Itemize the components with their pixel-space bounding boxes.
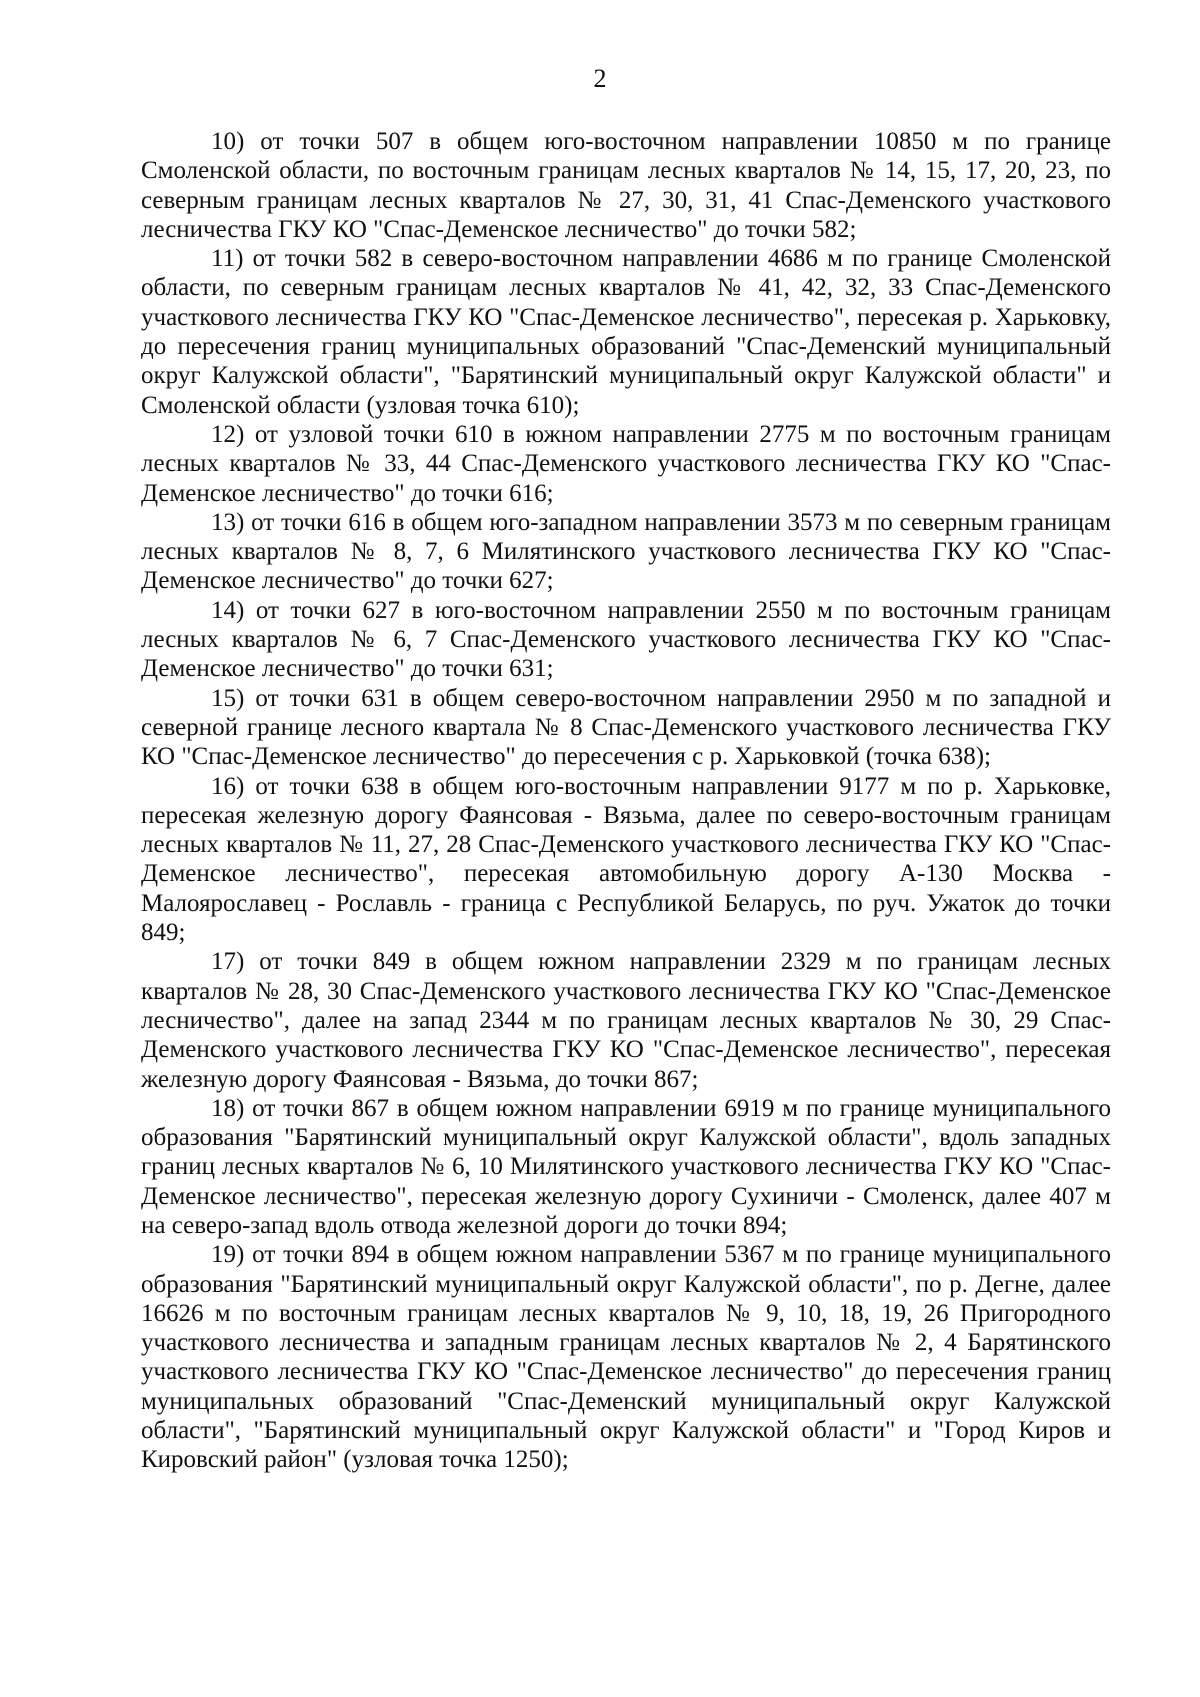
paragraph-19: 19) от точки 894 в общем южном направлении 5367 м по границе муниципального образования "Барятинский муниципальный округ Калужской области", по р. Дегне, далее 16626 м по восточным границам лесных кварталов № 9, 10, 18, 19, 26 Пригородного участкового лесничества и западным границам лесных кварталов № 2, 4 Барятинского участкового лесничества ГКУ КО "Спас-Деменское лесничество" до пересечения границ муниципальных образований "Спас-Деменский муниципальный округ Калужской области", "Барятинский муниципальный округ Калужской области" и "Город Киров и Кировский район" (узловая точка 1250); (141, 1241, 1111, 1474)
paragraph-18: 18) от точки 867 в общем южном направлении 6919 м по границе муниципального образования "Барятинский муниципальный округ Калужской области", вдоль западных границ лесных кварталов № 6, 10 Милятинского участкового лесничества ГКУ КО "Спас-Деменское лесничество", пересекая железную дорогу Сухиничи - Смоленск, далее 407 м на северо-запад вдоль отвода железной дороги до точки 894; (141, 1094, 1111, 1239)
paragraph-16: 16) от точки 638 в общем юго-восточным направлении 9177 м по р. Харьковке, пересекая железную дорогу Фаянсовая - Вязьма, далее по северо-восточным границам лесных кварталов № 11, 27, 28 Спас-Деменского участкового лесничества ГКУ КО "Спас-Деменское лесничество", пересекая автомобильную дорогу А-130 Москва - Малоярославец - Рославль - граница с Республикой Беларусь, по руч. Ужаток до точки 849; (141, 772, 1111, 947)
paragraph-15: 15) от точки 631 в общем северо-восточном направлении 2950 м по западной и северной границе лесного квартала № 8 Спас-Деменского участкового лесничества ГКУ КО "Спас-Деменское лесничество" до пересечения с р. Харьковкой (точка 638); (141, 684, 1111, 771)
paragraph-12: 12) от узловой точки 610 в южном направлении 2775 м по восточным границам лесных кварталов № 33, 44 Спас-Деменского участкового лесничества ГКУ КО "Спас-Деменское лесничество" до точки 616; (141, 420, 1111, 507)
document-body (141, 127, 1111, 1475)
paragraph-14: 14) от точки 627 в юго-восточном направлении 2550 м по восточным границам лесных кварталов № 6, 7 Спас-Деменского участкового лесничества ГКУ КО "Спас-Деменское лесничество" до точки 631; (141, 596, 1111, 683)
paragraph-11: 11) от точки 582 в северо-восточном направлении 4686 м по границе Смоленской области, по северным границам лесных кварталов № 41, 42, 32, 33 Спас-Деменского участкового лесничества ГКУ КО "Спас-Деменское лесничество", пересекая р. Харьковку, до пересечения границ муниципальных образований "Спас-Деменский муниципальный округ Калужской области", "Барятинский муниципальный округ Калужской области" и Смоленской области (узловая точка 610); (141, 245, 1111, 419)
paragraph-17: 17) от точки 849 в общем южном направлении 2329 м по границам лесных кварталов № 28, 30 Спас-Деменского участкового лесничества ГКУ КО "Спас-Деменское лесничество", далее на запад 2344 м по границам лесных кварталов № 30, 29 Спас-Деменского участкового лесничества ГКУ КО "Спас-Деменское лесничество", пересекая железную дорогу Фаянсовая - Вязьма, до точки 867; (141, 948, 1111, 1093)
page-number: 2 (593, 64, 607, 93)
paragraph-13: 13) от точки 616 в общем юго-западном направлении 3573 м по северным границам лесных кварталов № 8, 7, 6 Милятинского участкового лесничества ГКУ КО "Спас-Деменское лесничество" до точки 627; (141, 508, 1111, 595)
paragraph-10: 10) от точки 507 в общем юго-восточном направлении 10850 м по границе Смоленской области, по восточным границам лесных кварталов № 14, 15, 17, 20, 23, по северным границам лесных кварталов № 27, 30, 31, 41 Спас-Деменского участкового лесничества ГКУ КО "Спас-Деменское лесничество" до точки 582; (141, 128, 1111, 243)
